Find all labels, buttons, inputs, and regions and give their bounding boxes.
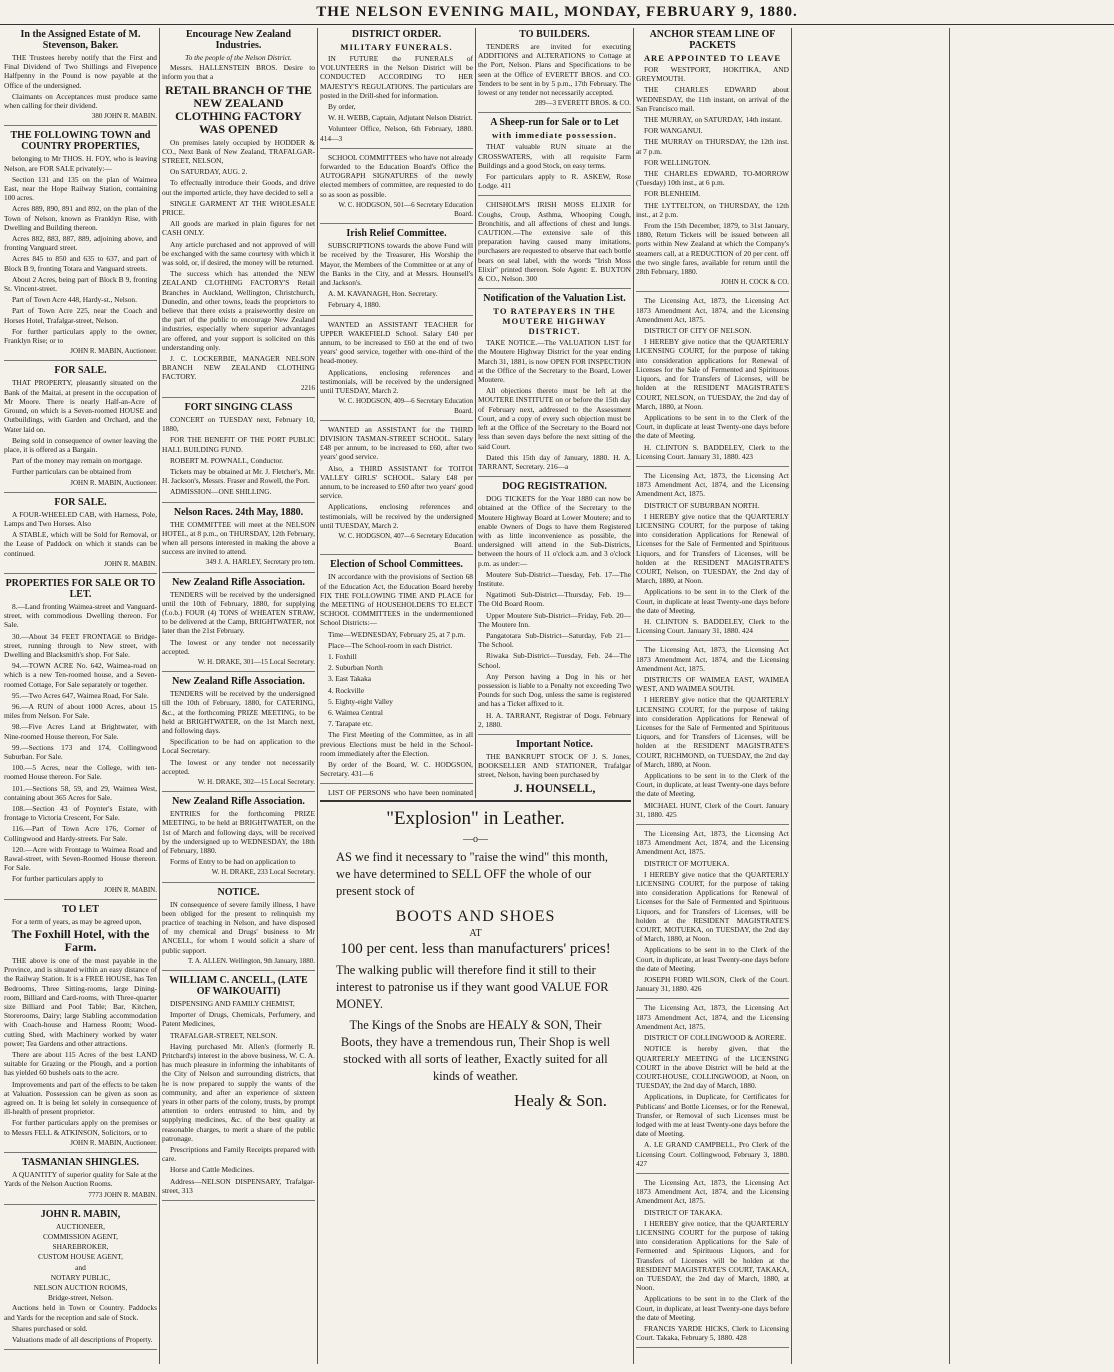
advertisement [320,153,473,224]
ad-paragraph: All objections thereto must be left at the MOUTERE INSTITUTE on or before the 15th day of February next, addressed to the Assessment Court, and a copy of every such objection must be left at the Office of the Secretary to the Board not less than seven days before the next sitting of the said Court. [478,386,631,451]
ad-paragraph: TENDERS are invited for executing ADDITIONS and ALTERATIONS to Cottage at the Port, Nelson. Plans and Specifications to be seen at the Office of EVERETT BROS. and CO. Tenders to be sent in by 5 p.m., 17th February. The lowest or any tender not necessarily accepted. [478,42,631,98]
ad-paragraph: By order, [328,102,356,112]
advertisement [162,507,315,573]
ad-paragraph: 8.—Land fronting Waimea-street and Vanguard-street, with commodious Dwelling thereon. For Sale. [4,601,157,630]
advertisement [636,29,789,292]
column-2 [162,28,315,1368]
advertisement [478,29,631,113]
ad-title: NOTICE. [217,886,260,898]
ad-signature: W. C. HODGSON, 407—6 Secretary Education Board. [338,531,473,550]
ad-paragraph: Improvements and part of the effects to be taken at Valuation. Possession can be given as soon as agreed on. It is being let solely in consequence of ill-health of present proprietor. [4,1079,157,1117]
ad-paragraph: Messrs. HALLENSTEIN BROS. Desire to inform you that a [162,63,315,82]
ad-paragraph: Importer of Drugs, Chemicals, Perfumery, and Patent Medicines, [162,1010,315,1029]
ad-paragraph: Acres 882, 883, 887, 889, adjoining above, and fronting Vanguard street. [4,234,157,253]
advertisement [162,796,315,882]
ad-signature: W. H. DRAKE, 233 Local Secretary. [211,868,315,877]
ad-paragraph: Applications to be sent in to the Clerk of the Court, in duplicate, at least Twenty-one days before the date of Meeting. [636,1294,789,1322]
ad-line: Bridge-street, Nelson. [47,1293,114,1303]
ad-paragraph: ROBERT M. POWNALL, Conductor. [170,455,284,465]
ad-paragraph: Acres 889, 890, 891 and 892, on the plan of the Town of Nelson, known as Franklyn Rise, with Dwelling and Building thereon. [4,204,157,232]
ad-paragraph: There are about 115 Acres of the best LAND suitable for Grazing or the Plough, and a portion has yielded 60 bushels oats to the acre. [4,1050,157,1078]
ad-title: FOR SALE. [54,365,107,377]
ad-signature: 289—3 EVERETT BROS. & CO. [535,99,631,108]
ad-paragraph: Ngatimoti Sub-District—Thursday, Feb. 19—The Old Board Room. [478,590,631,609]
explosion-in-leather-ad [320,800,631,1366]
ad-paragraph: JOSEPH FORD WILSON, Clerk of the Court. January 31, 1880. 426 [636,975,789,994]
ad-paragraph: Riwaka Sub-District—Tuesday, Feb. 24—The School. [478,651,631,670]
ad-paragraph: DISTRICT OF CITY OF NELSON. [644,326,752,336]
ad-paragraph: 101.—Sections 58, 59, and 29, Waimea West, containing about 365 Acres for Sale. [4,783,157,802]
ad-italic-line: To the people of the Nelson District. [185,53,292,62]
ad-paragraph: Upper Moutere Sub-District—Friday, Feb. 20—The Moutere Inn. [478,610,631,629]
ad-paragraph: The Licensing Act, 1873, the Licensing Act 1873 Amendment Act, 1874, and the Licensing Amendment Act, 1875. [636,1003,789,1031]
ad-paragraph: To effectually introduce their Goods, and drive out the imported article, they have decided to sell a [162,178,315,197]
ad-paragraph: For particulars apply to R. ASKEW, Rose Lodge. 411 [478,172,631,191]
ad-paragraph: DISTRICT OF MOTUEKA. [644,858,730,868]
ad-subtitle: MILITARY FUNERALS. [340,42,453,52]
advertisement [4,130,157,361]
masthead: THE NELSON EVENING MAIL, MONDAY, FEBRUARY 9, 1880. [0,0,1114,25]
ad-paragraph: THE BANKRUPT STOCK OF J. S. Jones, BOOKSELLER AND STATIONER, Trafalgar street, Nelson, having been purchased by [478,751,631,780]
ad-paragraph: DISTRICT OF TAKAKA. [644,1207,723,1217]
ad-line: AUCTIONEER, [55,1221,106,1231]
ad-paragraph: Forms of Entry to be had on application to [170,857,296,867]
column-rule [317,28,318,1364]
ad-paragraph: Applications to be sent in to the Clerk of the Court, in duplicate, at least Twenty-one days before the date of Meeting. [636,945,789,973]
ad-title: Notification of the Valuation List. [483,293,626,305]
ad-paragraph: 30.—About 34 FEET FRONTAGE to Bridge-street, running through to New street, with Dwelling and Blacksmith's shop. For Sale. [4,631,157,659]
ad-paragraph: 100.—5 Acres, near the College, with ten-roomed House thereon. For Sale. [4,763,157,782]
ad-paragraph: J. C. LOCKERBIE, MANAGER NELSON BRANCH NEW ZEALAND CLOTHING FACTORY. [162,354,315,382]
ad-paragraph: For a term of years, as may be agreed upon, [12,916,142,926]
ad-title: ANCHOR STEAM LINE OF PACKETS [649,29,776,51]
ad-paragraph: Auctions held in Town or Country. Paddocks and Yards for the reception and sale of Stock. [4,1303,157,1322]
ad-signature: Healy & Son. [513,1091,607,1110]
ad-signature: 349 J. A. HARLEY, Secretary pro tem. [205,558,315,567]
ad-paragraph [478,797,631,798]
ad-paragraph: Applications to be sent in to the Clerk of the Court, in duplicate at least Twenty-one days before the date of Meeting. [636,412,789,441]
ad-paragraph: THAT valuable RUN situate at the CROSSWATERS, with all requisite Farm Buildings and a good Stock, on easy terms. [478,142,631,170]
ad-signature: 7773 JOHN R. MABIN. [88,1190,157,1199]
ad-subtitle: TO RATEPAYERS IN THE MOUTERE HIGHWAY DISTRICT. [493,306,616,337]
ad-paragraph: 4. Rockville [328,685,365,695]
ad-paragraph: Section 131 and 135 on the plan of Waimea East, near the Hope Railway Station, containing 100 acres. [4,174,157,203]
ad-paragraph: FOR THE BENEFIT OF THE PORT PUBLIC HALL BUILDING FUND. [162,435,315,454]
ad-paragraph: Part of Town Acre 448, Hardy-st., Nelson. [12,295,137,305]
advertisement [162,29,315,398]
advertisement [4,904,157,1153]
ad-paragraph: 1. Foxhill [328,651,357,661]
advertisement [4,1157,157,1205]
ad-paragraph: A FOUR-WHEELED CAB, with Harness, Pole, Lamps and Two Horses. Also [4,509,157,528]
ad-paragraph: Acres 845 to 850 and 635 to 637, and part of Block B 9, fronting Totara and Vanguard streets. [4,254,157,273]
ad-paragraph: Address—NELSON DISPENSARY, Trafalgar-street, 313 [162,1176,315,1195]
ad-paragraph: Moutere Sub-District—Tuesday, Feb. 17—The Institute. [478,569,631,588]
advertisement [4,1209,157,1350]
ad-paragraph: FOR WANGANUI. [644,126,703,136]
ad-paragraph: The Licensing Act, 1873, the Licensing Act 1873 Amendment Act, 1874, and the Licensing Amendment Act, 1875. [636,470,789,499]
ad-paragraph: THE CHARLES EDWARD about WEDNESDAY, the 11th instant, on arrival of the San Francisco mail. [636,85,789,113]
ad-paragraph: 99.—Sections 173 and 174, Collingwood Suburban. For Sale. [4,742,157,761]
advertisement [4,365,157,492]
ad-subtitle: ARE APPOINTED TO LEAVE [643,53,782,63]
advertisement [478,200,631,289]
ad-paragraph: DISPENSING AND FAMILY CHEMIST, [170,999,295,1009]
advertisement [162,402,315,503]
ad-paragraph: Valuations made of all descriptions of Property. [12,1334,153,1344]
ad-title: PROPERTIES FOR SALE OR TO LET. [5,577,156,600]
ad-title: New Zealand Rifle Association. [172,676,305,688]
ad-paragraph: 96.—A RUN of about 1000 Acres, about 15 miles from Nelson. For Sale. [4,701,157,721]
advertisement [636,1178,789,1348]
ad-paragraph: I HEREBY give notice, that the QUARTERLY LICENSING COURT for the purpose of taking into consideration Applications for the Sale of Fermented and Spirituous Liquors, and for Transfers of Licenses will be holden at the RESIDENT MAGISTRATE'S COURT, TAKAKA, on TUESDAY, the 2nd day of March, 1880, at Noon. [636,1218,789,1293]
ad-paragraph: 5. Eighty-eight Valley [328,696,393,706]
ad-title: Election of School Committees. [330,559,463,571]
ad-title: Encourage New Zealand Industries. [186,29,291,51]
ad-paragraph: Further particulars can be obtained from [12,467,132,477]
ad-paragraph: Part of the money may remain on mortgage. [12,456,143,466]
column-5 [794,28,947,1368]
ad-line: NELSON AUCTION ROOMS, [33,1282,128,1292]
ad-paragraph: DOG TICKETS for the Year 1880 can now be obtained at the Office of the Secretary to the Moutere Highway Board at Lower Moutere; and to enable Owners of Dogs to have them Registered with as little inconvenience as possible, the undersigned will attend in the Sub-Districts, between the hours of 11 o'clock a.m. and 3 o'clock p.m. as under:— [478,494,631,568]
ad-paragraph: The Licensing Act, 1873, the Licensing Act 1873 Amendment Act, 1874, and the Licensing Amendment Act, 1875. [636,1177,789,1206]
ad-paragraph: WANTED an ASSISTANT TEACHER for UPPER WAKEFIELD School. Salary £40 per annum, to be increased to £60 at the end of two years' good service, together with one-third of the head-money. [320,319,473,366]
ad-signature: W. H. DRAKE, 302—15 Local Secretary. [197,777,315,786]
ad-paragraph: THE CHARLES EDWARD, TO-MORROW (Tuesday) 10th inst., at 6 p.m. [636,169,789,188]
ad-paragraph: For further particulars apply on the premises or to Messrs FELL & ATKINSON, Solicitors, or to [4,1118,157,1137]
ad-title: TASMANIAN SHINGLES. [21,1157,140,1169]
ad-paragraph: February 4, 1880. [328,300,381,310]
ad-paragraph: THAT PROPERTY, pleasantly situated on the Bank of the Maitai, at present in the occupation of Mr Moore. There is nearly Half-an-Acre of Ground, on which is a Seven-roomed HOUSE and Outbuildings, with Garden and Orchard, and the Water laid on. [4,378,157,434]
advertisement [4,578,157,900]
ad-title: FORT SINGING CLASS [184,401,293,413]
ad-paragraph: By order of the Board, W. C. HODGSON, Secretary. 431—6 [320,760,473,779]
ad-line: COMMISSION AGENT, [42,1231,118,1241]
ad-paragraph: Applications, enclosing references and testimonials, will be received by the undersigned until TUESDAY, March 2. [320,502,473,530]
ad-paragraph: Tickets may be obtained at Mr. J. Fletcher's, Mr. H. Jackson's, Messrs. Fraser and Rowell, the Port. [162,466,315,486]
ad-paragraph: Time—WEDNESDAY, February 25, at 7 p.m. [328,629,466,639]
advertisement [4,29,157,126]
ad-signature: JOHN R. MABIN, Auctioneer. [70,478,157,487]
ad-paragraph: TRAFALGAR-STREET, NELSON. [170,1030,278,1040]
ad-title: WILLIAM C. ANCELL, (LATE OF WAIKOUAITI) [169,975,308,998]
column-rule [949,28,950,1364]
advertisement [320,228,473,315]
ad-paragraph: Applications, enclosing references and testimonials, will be received by the undersigned until TUESDAY, March 2. [320,367,473,396]
ad-paragraph: CHISHOLM'S IRISH MOSS ELIXIR for Coughs, Croup, Asthma, Whooping Cough, Bronchitis, and all affections of chest and lungs. CAUTION.—The extensive sale of this preparation having caused many imitations, purchasers are requested to observe that each bottle bears on seal label, with the words "Irish Moss Elixir" printed thereon. Sole Agent: E. BUXTON & CO., Nelson. 300 [478,200,631,284]
ad-paragraph: Place—The School-room in each District. [328,640,453,650]
ad-title: JOHN R. MABIN, [40,1208,121,1220]
ad-paragraph: DISTRICT OF COLLINGWOOD & AORERE. [644,1033,787,1043]
ad-paragraph: 6. Waimea Central [328,707,383,717]
ad-paragraph: Applications to be sent in to the Clerk of the Court, in duplicate at least Twenty-one days before the date of Meeting. [636,587,789,615]
column-rule [633,28,634,1364]
ad-paragraph: ADMISSION—ONE SHILLING. [170,487,272,497]
ad-paragraph: A. M. KAVANAGH, Hon. Secretary. [328,289,438,299]
ad-paragraph: Applications to be sent in to the Clerk of the Court, in duplicate, at least Twenty-one days before the date of Meeting. [636,771,789,799]
ad-paragraph: Any article purchased and not approved of will be exchanged with the same courtesy with which it was sold, or, if desired, the money will be returned. [162,239,315,268]
ad-title: New Zealand Rifle Association. [172,796,305,808]
ad-title: A Sheep-run for Sale or to Let [490,117,619,129]
ad-paragraph: W. H. WEBB, Captain, Adjutant Nelson District. [328,113,473,123]
ad-display-line: RETAIL BRANCH OF THE NEW ZEALAND CLOTHING FACTORY WAS OPENED [165,82,312,136]
advertisement [162,577,315,673]
ad-paragraph: 116.—Part of Town Acre 176, Corner of Collingwood and Hardy-streets. For Sale. [4,824,157,843]
ad-title: DISTRICT ORDER. [351,29,442,40]
ad-title: DOG REGISTRATION. [502,481,607,493]
ad-paragraph: SINGLE GARMENT AT THE WHOLESALE PRICE. [162,198,315,218]
ad-paragraph: DISTRICTS OF WAIMEA EAST, WAIMEA WEST, AND WAIMEA SOUTH. [636,674,789,694]
ad-paragraph: I HEREBY give notice that the QUARTERLY LICENSING COURT, for the purpose of taking into consideration applications for Renewal of Licenses for the Sale of Fermented and Spirituous Liquors, and for Transfers of Licenses, will be holden at the RESIDENT MAGISTRATE'S COURT, NELSON, on TUESDAY, the 2nd day of March, 1880, at Noon. [636,337,789,411]
ad-paragraph: THE LYTTELTON, on THURSDAY, the 12th inst., at 2 p.m. [636,200,789,219]
ad-paragraph: THE MURRAY on THURSDAY, the 12th inst. at 7 p.m. [636,137,789,156]
ad-verse: The Kings of the Snobs are HEALY & SON, Their Boots, they have a tremendous run, Their Shop is well stocked with all sorts of leather, Exactly suited for all kinds of weather. [340,1018,611,1083]
ad-paragraph: For further particulars apply to the owner, Franklyn Rise; or to [4,326,157,346]
ad-display-line: The Foxhill Hotel, with the Farm. [11,927,150,955]
ad-paragraph: WANTED an ASSISTANT for the THIRD DIVISION TASMAN-STREET SCHOOL. Salary £48 per annum, to be increased to £60, after two years' good service. [320,424,473,462]
ad-paragraph: 108.—Section 43 of Poynter's Estate, with frontage to Victoria Crescent, For Sale. [4,804,157,823]
ad-title: New Zealand Rifle Association. [172,576,305,588]
advertisement [636,296,789,466]
ad-paragraph: SUBSCRIPTIONS towards the above Fund will be received by the Treasurer, His Worship the Mayor, the Members of the Committee or at any of the Banks in the City, and at Messrs. Hounsell's and Jackson's. [320,241,473,288]
ad-paragraph: The Licensing Act, 1873, the Licensing Act 1873 Amendment Act, 1874, and the Licensing Amendment Act, 1875. [636,645,789,673]
ad-paragraph: Also, a THIRD ASSISTANT for TOITOI VALLEY GIRLS' SCHOOL. Salary £48 per annum, to be increased to £60 after two years' good service. [320,463,473,501]
ad-paragraph: THE above is one of the most payable in the Province, and is situated within an easy distance of the Railway Station. It is a FREE HOUSE, has Ten Bedrooms, Three Sitting-rooms, large Dining-room, Billiard and Card-rooms, with Three-quarter size Billiard and Pool Table; Bar, Kitchen, Storerooms, Dairy; large Stabling accommodation with Coach-house and Harness Room; Wood-cutting Shed, with Machinery worked by water power; Tea Gardens and other attractions. [4,956,157,1048]
ad-line: SHAREBROKER, [52,1242,109,1252]
ad-paragraph: Any Person having a Dog in his or her possession is liable to a Penalty not exceeding Two Pounds for such Dog, unless the same is registered and has a Ticket affixed to it. [478,671,631,709]
ad-paragraph: Volunteer Office, Nelson, 6th February, 1880. 414—3 [320,124,473,143]
ad-paragraph: IN consequence of severe family illness, I have been obliged for the present to relinquish my practice of teaching in Nelson, and have disposed of my chemical and Drugs' business to Mr ANCELL, for whom I would solicit a share of public support. [162,899,315,955]
ad-paragraph: Having purchased Mr. Allen's (formerly R. Pritchard's) interest in the above business, W. C. A. has much pleasure in informing the inhabitants of the City of Nelson and surrounding districts, that he is now prepared to supply the wants of the community, and after an experience of sixteen years in other parts of the colony, trusts, by prompt attention to orders entrusted to him, and by supplying medicines, &c. of the best quality at reasonable charges, to merit a share of the public patronage. [162,1041,315,1143]
ad-signature: W. C. HODGSON, 409—6 Secretary Education Board. [338,397,473,415]
advertisement [4,497,157,574]
ad-paragraph: Specification to be had on application to the Local Secretary. [162,737,315,756]
ad-paragraph: A QUANTITY of superior quality for Sale at the Yards of the Nelson Auction Rooms. [4,1170,157,1189]
advertisement [162,887,315,971]
ad-paragraph: The lowest or any tender not necessarily accepted. [162,757,315,776]
ad-signature: JOHN H. COCK & CO. [720,278,789,287]
ad-paragraph: H. CLINTON S. BADDELEY, Clerk to the Licensing Court. January 31, 1880. 423 [636,442,789,461]
ad-paragraph: 2. Suburban North [328,663,383,673]
ad-signature: W. H. DRAKE, 301—15 Local Secretary. [197,657,315,666]
ad-paragraph: TENDERS will be received by the undersigned till the 10th of February, 1880, for CATERING, &c., at the forthcoming PRIZE MEETING, to be held at BRIGHTWATER, on the 1st March next, and following days. [162,689,315,735]
ad-paragraph: FOR WESTPORT, HOKITIKA, AND GREYMOUTH. [636,65,789,84]
advertisement [636,645,789,825]
advertisement [636,1003,789,1173]
ad-at: AT [469,928,482,939]
ad-paragraph: H. A. TARRANT, Registrar of Dogs. February 2, 1880. [478,710,631,729]
ad-paragraph: TENDERS will be received by the undersigned until the 10th of February, 1880, for supplying (f.o.b.) FOUR (4) TONS of WHEATEN STRAW, to be delivered at the Camp, BRIGHTWATER, not later than the 21st February. [162,589,315,636]
ad-divider: —o— [463,834,488,845]
ad-paragraph: A STABLE, which will be Sold for Removal, or the Lease of Paddock on which it stands can be continued. [4,530,157,558]
ad-paragraph: IN FUTURE the FUNERALS of VOLUNTEERS in the Nelson District will be CONDUCTED ACCORDING TO HER MAJESTY'S REGULATIONS. The particulars are posted in the Drill-shed for information. [320,54,473,100]
ad-paragraph: Shares purchased or sold. [12,1323,88,1333]
advertisement [636,829,789,999]
ad-paragraph: A. LE GRAND CAMPBELL, Pro Clerk of the Licensing Court. Collingwood, February 3, 1880. 427 [636,1140,789,1168]
ad-title: TO LET [62,903,99,915]
advertisement [320,320,473,421]
ad-paragraph: The lowest or any tender not necessarily accepted. [162,637,315,656]
ad-paragraph: NOTICE is hereby given, that the QUARTERLY MEETING of the LICENSING COURT in the above District will be held at the COURT-HOUSE, COLLINGWOOD, at Noon, on TUESDAY, the 2nd day of March, 1880. [636,1044,789,1091]
ad-paragraph: On SATURDAY, AUG. 2. [170,167,248,177]
ad-paragraph: FOR BLENHEIM. [644,189,701,199]
ad-paragraph: 3. East Takaka [328,674,372,684]
ad-paragraph: FRANCIS YARDE HICKS, Clerk to Licensing Court. Takaka, February 5, 1880. 428 [636,1323,789,1343]
ad-paragraph: 7. Tarapate etc. [328,719,373,729]
ad-paragraph: I HEREBY give notice that the QUARTERLY LICENSING COURT, for the purpose of taking into consideration Applications for Renewal of Licenses for the Sale of Fermented and Spirituous Liquors, and for Transfers of Licenses, will be holden at the RESIDENT MAGISTRATE'S COURT, MOTUEKA, on TUESDAY, the 2nd day of March, 1880, at Noon. [636,869,789,944]
ad-line: and [75,1262,86,1272]
ad-title: "Explosion" in Leather. [386,808,565,829]
ad-paragraph: 94.—TOWN ACRE No. 642, Waimea-road on which is a new Ten-roomed house, and a Seven-roomed Cottage, For Sale separately or together. [4,661,157,689]
ad-paragraph: MICHAEL HUNT, Clerk of the Court. January 31, 1880. 425 [636,800,789,819]
column-4 [478,28,631,798]
advertisement [478,117,631,196]
ad-line: CUSTOM HOUSE AGENT, [38,1252,123,1262]
advertisement [478,293,631,477]
ad-paragraph: Prescriptions and Family Receipts prepared with care. [162,1145,315,1164]
ad-signature: 2216 [301,383,315,392]
ad-paragraph: Pangatotara Sub-District—Saturday, Feb 21—The School. [478,630,631,650]
ad-signature: JOHN R. MABIN. [104,559,157,568]
column-6 [952,28,1105,1368]
ad-headline: BOOTS AND SHOES [395,908,556,925]
ad-signature: T. A. ALLEN. Wellington, 9th January, 1880. [187,956,315,965]
ad-paragraph: THE COMMITTEE will meet at the NELSON HOTEL, at 8 p.m., on THURSDAY, 12th February, when all persons interested in making the above a success are invited to attend. [162,519,315,557]
ad-paragraph: I HEREBY give notice that the QUARTERLY LICENSING COURT, for the purpose of taking into consideration Applications for Renewal of Licenses for the Sale of Fermented and Spirituous Liquors, and for Transfers of Licenses, will be holden at the RESIDENT MAGISTRATE'S COURT, Nelson, on TUESDAY, the 2nd day of March, 1880, at Noon. [636,511,789,586]
ad-paragraph: 95.—Two Acres 647, Waimea Road, For Sale. [12,690,149,700]
ad-paragraph: SCHOOL COMMITTEES who have not already forwarded to the Education Board's Office the AUTOGRAPH SIGNATURES of the newly elected members of committee, are requested to do so as soon as possible. [320,152,473,199]
ad-title: FOR SALE. [54,496,107,508]
ad-paragraph: belonging to Mr THOS. H. FOY, who is leaving Nelson, are FOR SALE privately:— [4,154,157,173]
ad-paragraph: DISTRICT OF SUBURBAN NORTH. [644,500,760,510]
ad-signature: W. C. HODGSON, 501—6 Secretary Education Board. [338,200,473,219]
ad-paragraph: 120.—Acre with Frontage to Waimea Road and Rawal-street, with Seven-Roomed House thereon. For Sale. [4,844,157,873]
ad-paragraph: For further particulars apply to [12,874,104,884]
column-rule [159,28,160,1364]
ad-paragraph: ENTRIES for the forthcoming PRIZE MEETING, to be held at BRIGHTWATER, on the 1st of March and following days, will be received by the undersigned up to WEDNESDAY, the 18th of February, 1880. [162,809,315,855]
ad-paragraph: The Licensing Act, 1873, the Licensing Act 1873 Amendment Act, 1874, and the Licensing Amendment Act, 1875. [636,829,789,857]
ad-paragraph: FOR WELLINGTON. [644,157,711,167]
ad-paragraph: AS we find it necessary to "raise the wind" this month, we have determined to SELL OFF the whole of our present stock of [336,850,608,898]
advertisement [320,425,473,556]
ad-paragraph: Being sold in consequence of owner leaving the place, it is offered as a Bargain. [4,435,157,454]
ad-paragraph: Dated this 15th day of January, 1880. H. A. TARRANT, Secretary. 216—a [478,452,631,471]
advertisement [636,471,789,641]
ad-paragraph: Claimants on Acceptances must produce same when calling for their dividend. [4,91,157,111]
ad-paragraph: The success which has attended the NEW ZEALAND CLOTHING FACTORY'S Retail Branches in Auckland, Wellington, Christchurch, Dunedin, and other towns, leads the proprietors to believe that there exists a praiseworthy desire on the part of the public to encourage New Zealand industries, especially where superior advantages are offered, and your support is solicited on this understanding only. [162,269,315,352]
ad-paragraph: CONCERT on TUESDAY next, February 10, 1880, [162,414,315,434]
ad-title: Irish Relief Committee. [346,228,447,240]
ad-paragraph: The walking public will therefore find it still to their interest to patronise us if they want good VALUE FOR MONEY. [336,963,609,1011]
advertisement [162,975,315,1201]
advertisement [478,739,631,798]
ad-title: Important Notice. [516,738,593,750]
column-licensing [636,28,789,1368]
ad-subtitle: with immediate possession. [491,130,618,141]
ad-signature: JOHN R. MABIN. [104,885,157,894]
ad-paragraph: The First Meeting of the Committee, as in all previous Elections must be held in the School-room immediately after the Election. [320,730,473,758]
ad-paragraph: TAKE NOTICE.—The VALUATION LIST for the Moutere Highway District for the year ending March 31, 1881, is now OPEN FOR INSPECTION at the Office of the Secretary to the Board, Lower Moutere. [478,338,631,385]
ad-signature: JOHN R. MABIN, Auctioneer. [70,1138,157,1147]
ad-display-line: J. HOUNSELL, [513,780,596,795]
ad-title: TO BUILDERS. [519,29,590,40]
ad-paragraph: Applications, in Duplicate, for Certificates for Publicans' and Bottle Licenses, or for the Renewal, Transfer, or Removal of such Licenses must be lodged with me at least Twenty-one days before the date of Meeting. [636,1092,789,1139]
ad-paragraph: On premises lately occupied by HODDER & CO., Next Bank of New Zealand, TRAFALGAR-STREET, NELSON, [162,137,315,166]
ad-paragraph: THE Trustees hereby notify that the First and Final Dividend of Two Shillings and Fivepence Halfpenny in the Pound is now payable at the Office of the undersigned. [4,53,157,90]
ad-paragraph: 98.—Five Acres Land at Brightwater, with Nine-roomed House thereon, For Sale. [4,722,157,741]
ad-paragraph: IN accordance with the provisions of Section 68 of the Education Act, the Education Board hereby FIX THE FOLLOWING TIME AND PLACE for the MEETING of HOUSEHOLDERS TO ELECT SCHOOL COMMITTEES in the undermentioned School Districts:— [320,572,473,628]
ad-paragraph: About 2 Acres, being part of Block B 9, fronting St. Vincent-street. [4,274,157,294]
ad-paragraph: LIST OF PERSONS who have been nominated [328,788,473,798]
advertisement [320,29,473,149]
ad-signature: JOHN R. MABIN, Auctioneer. [70,347,157,356]
column-1 [4,28,157,1368]
column-3 [320,28,473,798]
advertisement [320,788,473,798]
ad-paragraph: From the 15th December, 1879, to 31st January, 1880, Return Tickets will be issued between all ports within New Zealand at which the Company's steamers call, at a REDUCTION of 20 per cent. off the two single fares, available for return until the 28th February, 1880. [636,221,789,277]
advertisement [478,481,631,735]
advertisement [320,559,473,784]
ad-paragraph: H. CLINTON S. BADDELEY, Clerk to the Licensing Court. January 31, 1880. 424 [636,616,789,636]
ad-paragraph: THE MURRAY, on SATURDAY, 14th instant. [644,115,782,125]
ad-paragraph: I HEREBY give notice that the QUARTERLY LICENSING COURT, for the purpose of taking into consideration Applications for Renewal of Licenses for the Sale of Fermented and Spirituous Liquors, and for Transfers of Licenses, will be holden at the RESIDENT MAGISTRATE'S COURT, RICHMOND, on TUESDAY, the 2nd day of March, 1880, at Noon. [636,695,789,769]
advertisement [162,676,315,792]
ad-paragraph: Part of Town Acre 225, near the Coach and Horses Hotel, Trafalgar-street, Nelson. [4,306,157,325]
ad-title: Nelson Races. 24th May, 1880. [173,506,304,518]
ad-paragraph: The Licensing Act, 1873, the Licensing Act 1873 Amendment Act, 1874, and the Licensing Amendment Act, 1875. [636,296,789,324]
column-rule [475,28,476,798]
ad-paragraph: Horse and Cattle Medicines. [170,1165,255,1175]
ad-price-line: 100 per cent. less than manufacturers' prices! [340,941,611,957]
ad-paragraph: All goods are marked in plain figures for net CASH ONLY. [162,219,315,238]
ad-line: NOTARY PUBLIC, [50,1272,111,1282]
ad-title: In the Assigned Estate of M. Stevenson, Baker. [20,29,141,51]
ad-signature: 380 JOHN R. MABIN. [91,112,157,121]
column-rule [791,28,792,1364]
ad-title: THE FOLLOWING TOWN and COUNTRY PROPERTIES, [10,130,151,153]
